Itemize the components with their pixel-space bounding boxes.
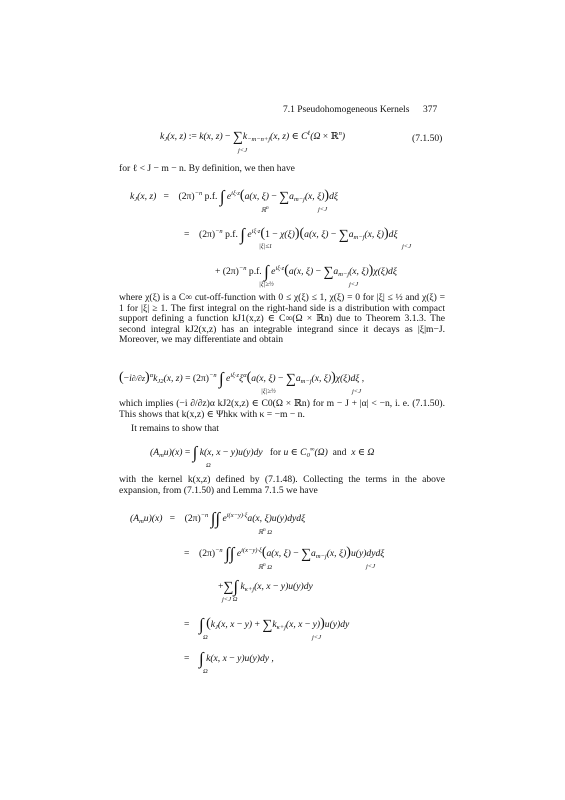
expansion-line-2: = $(2\pi)^{-n}$ ∫∫ $e^{i(x-y)\cdot\xi}(a(x$, $\xi) - \sum a_{m-j}(x$, ξ))u(y)dydξ bbox=[184, 544, 385, 563]
expansion-line-5: = ∫ k(x, x − y)u(y)dy , bbox=[184, 649, 274, 668]
kj-definition-line-1: $k_J(x$, z) = $(2\pi)^{-n}$ p.f. ∫ $e^{i\xi\cdot z}(a(x$, $\xi) - \sum a_{m-j}(x$, ξ))dξ bbox=[130, 187, 338, 206]
paragraph-4: It remains to show that bbox=[131, 423, 219, 434]
expansion-line-4: = ∫ ($k_J(x$, $x - y) + \sum k_{\kappa+j}(x$, x − y))u(y)dy bbox=[184, 615, 350, 634]
paragraph-5: with the kernel k(x,z) defined by (7.1.48). Collecting the terms in the above expansion, from (7.1.50) and Lemma 7.1.5 we have bbox=[119, 474, 445, 496]
paragraph-3: which implies (−i ∂/∂z)α kJ2(x,z) ∈ C0(Ω × ℝn) for m − J + |α| < −n, i. e. (7.1.50). This shows that k(x,z) ∈ Ψhkκ with κ = −m − n. bbox=[119, 398, 445, 420]
book-page: 7.1 Pseudohomogeneous Kernels 377 $k_J(x$, z) := k(x, $z) - \sum k_{-m-n+j}(x$, z) ∈ $C^\ell(\Omega$ × ℝ$^n$) j<J (7.1.50) for ℓ < J − m − n. By definition, we then have $k_J(x$, z) = $(2\pi)^{-n}$ p.f. ∫ $e^{i\xi\cdot z}(a(x$, $\xi) - \sum a_{m-j}(x$, ξ))dξ ℝ$^n$ j<J = $(2\pi)^{-n}$ p.f. ∫ $e^{i\xi\cdot z}(1 - \chi(\xi))(a(x$, $\xi) - \sum a_{m-j}(x$, ξ))dξ |ξ|≤1 j<J + $(2\pi)^{-n}$ p.f. ∫ $e^{i\xi\cdot z}(a(x$, $\xi) - \sum a_{m-j}(x$, ξ))χ(ξ)dξ |ξ|≥½ j<J where χ(ξ) is a C∞ cut-off-function with 0 ≤ χ(ξ) ≤ 1, χ(ξ) = 0 for |ξ| ≤ ½ and χ(ξ) = 1 for |ξ| ≥ 1. The first integral on the right-hand side is a distribution with compact support defining a function kJ1(x,z) ∈ C∞(Ω × ℝn) due to Theorem 3.1.3. The second integral kJ2(x,z) has an integrable integrand since it decays as |ξ|m−J. Moreover, we may differentiate and obtain $(-i\partial/\partial z)^\alpha k_{J2}(x$, $z) = (2\pi)^{-n}$ ∫ $e^{i\xi\cdot z}\xi^\alpha(a(x$, $\xi) - \sum a_{m-j}(x$, ξ))χ(ξ)dξ , |ξ|≥½ j<J which implies (−i ∂/∂z)α kJ2(x,z) ∈ C0(Ω × ℝn) for m − J + |α| < −n, i. e. (7.1.50). This shows that k(x,z) ∈ Ψhkκ with κ = −m − n. It remains to show that $(A_mu)(x)$ = ∫ k(x, x − y)u(y)dy for u ∈ $C_0^\infty(\Omega)$ and x ∈ Ω Ω with the kernel k(x,z) defined by (7.1.48). Collecting the terms in the above expansion, from (7.1.50) and Lemma 7.1.5 we have $(A_mu)(x)$ = $(2\pi)^{-n}$ ∫∫ $e^{i(x-y)\cdot\xi}a(x$, ξ)u(y)dydξ ℝ$^n$ Ω = $(2\pi)^{-n}$ ∫∫ $e^{i(x-y)\cdot\xi}(a(x$, $\xi) - \sum a_{m-j}(x$, ξ))u(y)dydξ ℝ$^n$ Ω j<J +∑∫ $k_{\kappa+j}(x$, x − y)u(y)dy j<J Ω = ∫ ($k_J(x$, $x - y) + \sum k_{\kappa+j}(x$, x − y))u(y)dy Ω j<J = ∫ k(x, x − y)u(y)dy , Ω bbox=[119, 105, 445, 675]
page-number: 377 bbox=[423, 105, 438, 115]
kj-definition-line-2: = $(2\pi)^{-n}$ p.f. ∫ $e^{i\xi\cdot z}(1 - \chi(\xi))(a(x$, $\xi) - \sum a_{m-j}(x$, ξ))dξ bbox=[184, 225, 398, 244]
expansion-line-3: +∑∫ $k_{\kappa+j}(x$, x − y)u(y)dy bbox=[218, 577, 313, 596]
equation-number: (7.1.50) bbox=[412, 133, 443, 144]
running-header: 7.1 Pseudohomogeneous Kernels bbox=[283, 105, 410, 115]
operator-definition: $(A_mu)(x)$ = ∫ k(x, x − y)u(y)dy for u ∈ $C_0^\infty(\Omega)$ and x ∈ Ω bbox=[150, 443, 375, 462]
kj-definition-line-3: + $(2\pi)^{-n}$ p.f. ∫ $e^{i\xi\cdot z}(a(x$, $\xi) - \sum a_{m-j}(x$, ξ))χ(ξ)dξ bbox=[215, 262, 397, 281]
derivative-equation: $(-i\partial/\partial z)^\alpha k_{J2}(x$, $z) = (2\pi)^{-n}$ ∫ $e^{i\xi\cdot z}\xi^\alpha(a(x$, $\xi) - \sum a_{m-j}(x$, ξ))χ(ξ)dξ , bbox=[119, 369, 365, 388]
paragraph-1: for ℓ < J − m − n. By definition, we then have bbox=[119, 163, 295, 174]
expansion-line-1: $(A_mu)(x)$ = $(2\pi)^{-n}$ ∫∫ $e^{i(x-y)\cdot\xi}a(x$, ξ)u(y)dydξ bbox=[130, 509, 306, 528]
paragraph-2: where χ(ξ) is a C∞ cut-off-function with 0 ≤ χ(ξ) ≤ 1, χ(ξ) = 0 for |ξ| ≤ ½ and χ(ξ) = 1 for |ξ| ≥ 1. The first integral on the right-hand side is a distribution with compact support defining a function kJ1(x,z) ∈ C∞(Ω × ℝn) due to Theorem 3.1.3. The second integral kJ2(x,z) has an integrable integrand since it decays as |ξ|m−J. Moreover, we may differentiate and obtain bbox=[119, 292, 445, 346]
equation-7-1-50: $k_J(x$, z) := k(x, $z) - \sum k_{-m-n+j}(x$, z) ∈ $C^\ell(\Omega$ × ℝ$^n$) bbox=[160, 130, 346, 145]
